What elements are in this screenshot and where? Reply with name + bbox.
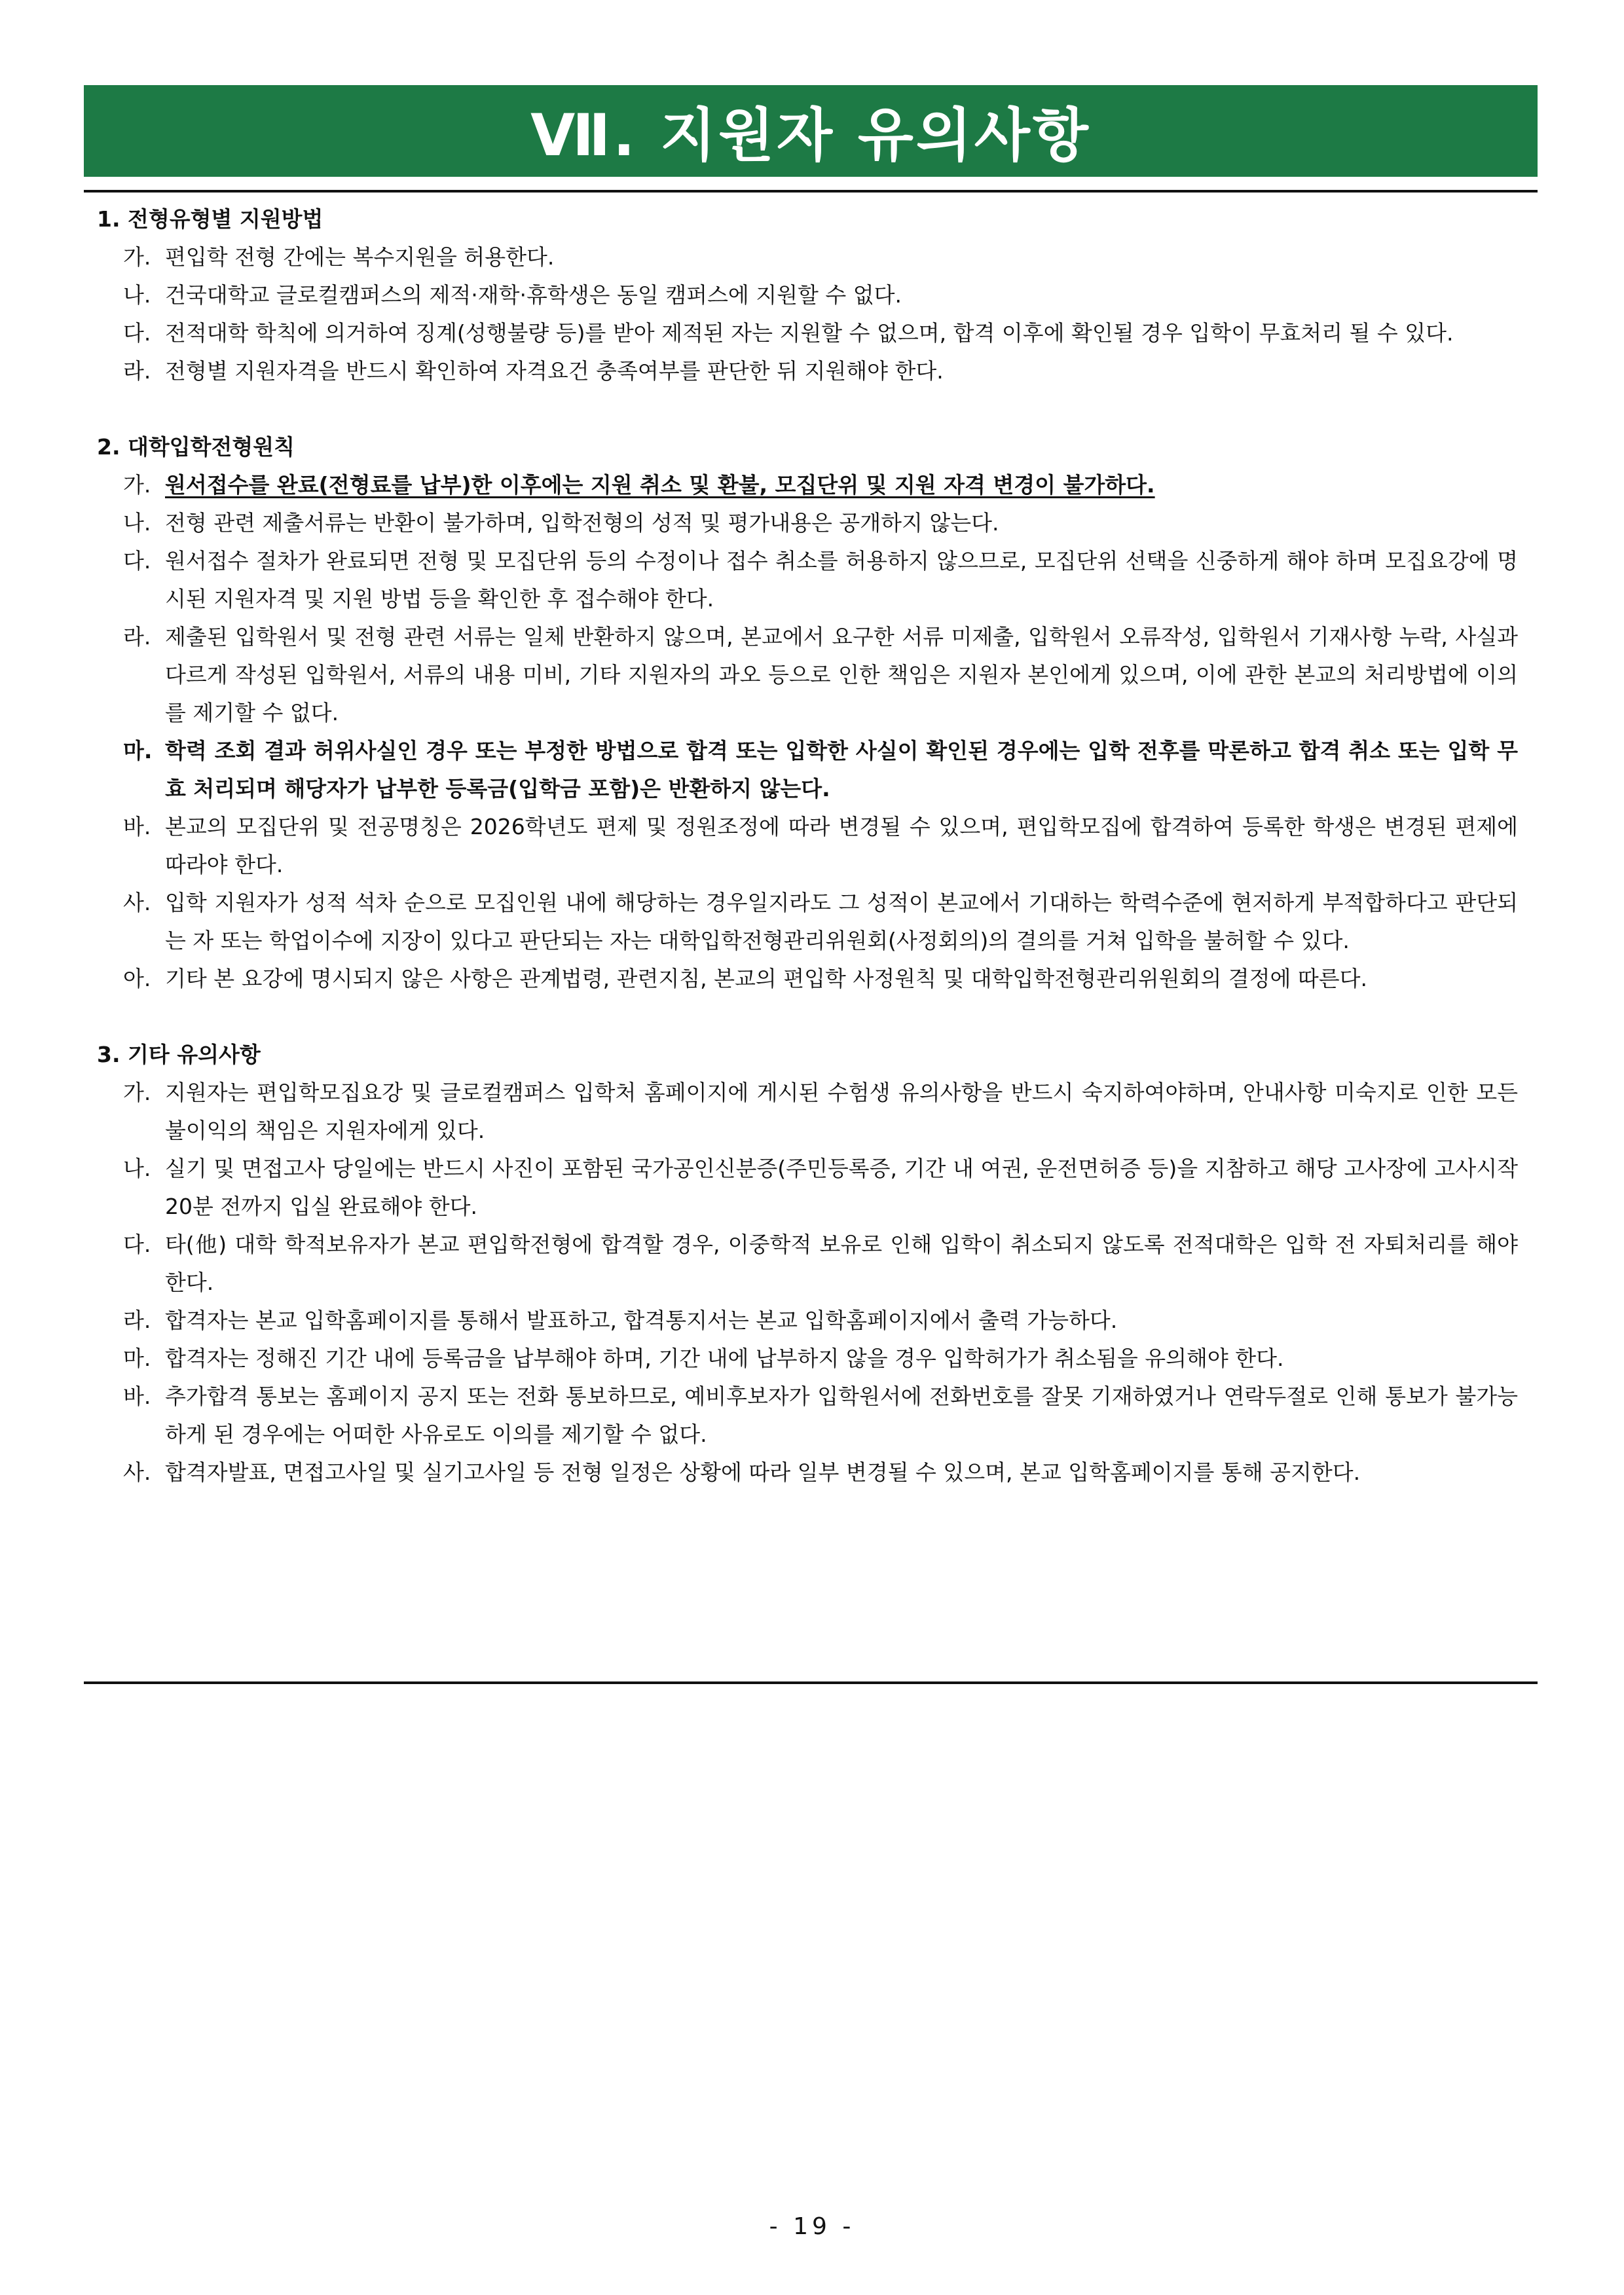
list-item bbox=[97, 276, 1524, 314]
item-marker: 사. bbox=[123, 890, 151, 915]
item-marker: 나. bbox=[123, 1156, 151, 1181]
item-marker: 나. bbox=[123, 510, 151, 536]
item-text: 입학 지원자가 성적 석차 순으로 모집인원 내에 해당하는 경우일지라도 그 성적이 본교에서 기대하는 학력수준에 현저하게 부적합하다고 판단되는 자 또는 학업이수에 지장이 있다고 판단되는 자는 대학입학전형관리위원회(사정회의)의 결의를 거쳐 입학을 불허할 수 있다. bbox=[165, 890, 1518, 953]
section-heading: 2. 대학입학전형원칙 bbox=[97, 434, 295, 460]
item-text: 건국대학교 글로컬캠퍼스의 제적·재학·휴학생은 동일 캠퍼스에 지원할 수 없다. bbox=[165, 282, 902, 308]
section-admission-principles bbox=[97, 428, 1524, 998]
list-item bbox=[97, 1226, 1524, 1302]
item-marker: 가. bbox=[123, 244, 151, 270]
item-text: 본교의 모집단위 및 전공명칭은 2026학년도 편제 및 정원조정에 따라 변경될 수 있으며, 편입학모집에 합격하여 등록한 학생은 변경된 편제에 따라야 한다. bbox=[165, 814, 1518, 877]
item-text: 합격자발표, 면접고사일 및 실기고사일 등 전형 일정은 상황에 따라 일부 변경될 수 있으며, 본교 입학홈페이지를 통해 공지한다. bbox=[165, 1460, 1361, 1485]
item-marker: 라. bbox=[123, 358, 151, 384]
item-marker: 다. bbox=[123, 320, 151, 346]
item-text: 타(他) 대학 학적보유자가 본교 편입학전형에 합격할 경우, 이중학적 보유로 인해 입학이 취소되지 않도록 전적대학은 입학 전 자퇴처리를 해야 한다. bbox=[165, 1232, 1518, 1295]
list-item bbox=[97, 1074, 1524, 1150]
item-text: 편입학 전형 간에는 복수지원을 허용한다. bbox=[165, 244, 555, 270]
item-marker: 라. bbox=[123, 1308, 151, 1333]
section-application-method bbox=[97, 200, 1524, 390]
bottom-divider bbox=[84, 1681, 1538, 1684]
item-text-emphasized: 학력 조회 결과 허위사실인 경우 또는 부정한 방법으로 합격 또는 입학한 사실이 확인된 경우에는 입학 전후를 막론하고 합격 취소 또는 입학 무효 처리되며 해당자가 납부한 등록금(입학금 포함)은 반환하지 않는다. bbox=[165, 738, 1518, 801]
list-item bbox=[97, 352, 1524, 390]
item-text: 원서접수 절차가 완료되면 전형 및 모집단위 등의 수정이나 접수 취소를 허용하지 않으므로, 모집단위 선택을 신중하게 해야 하며 모집요강에 명시된 지원자격 및 지원 방법 등을 확인한 후 접수해야 한다. bbox=[165, 548, 1518, 612]
item-text: 실기 및 면접고사 당일에는 반드시 사진이 포함된 국가공인신분증(주민등록증, 기간 내 여권, 운전면허증 등)을 지참하고 해당 고사장에 고사시작 20분 전까지 입실 완료해야 한다. bbox=[165, 1156, 1518, 1219]
section-heading: 1. 전형유형별 지원방법 bbox=[97, 206, 323, 232]
notice-content bbox=[97, 200, 1524, 1492]
item-marker: 바. bbox=[123, 1384, 151, 1409]
item-marker: 마. bbox=[123, 738, 153, 763]
item-text: 합격자는 정해진 기간 내에 등록금을 납부해야 하며, 기간 내에 납부하지 않을 경우 입학허가가 취소됨을 유의해야 한다. bbox=[165, 1346, 1284, 1371]
item-marker: 아. bbox=[123, 966, 151, 991]
list-item bbox=[97, 1302, 1524, 1340]
item-marker: 가. bbox=[123, 1080, 151, 1105]
item-text: 지원자는 편입학모집요강 및 글로컬캠퍼스 입학처 홈페이지에 게시된 수험생 유의사항을 반드시 숙지하여야하며, 안내사항 미숙지로 인한 모든 불이익의 책임은 지원자에게 있다. bbox=[165, 1080, 1518, 1143]
list-item bbox=[97, 1340, 1524, 1378]
item-marker: 다. bbox=[123, 548, 151, 574]
list-item bbox=[97, 504, 1524, 542]
list-item bbox=[97, 314, 1524, 352]
list-item bbox=[97, 884, 1524, 960]
section-heading: 3. 기타 유의사항 bbox=[97, 1042, 261, 1067]
item-marker: 라. bbox=[123, 624, 151, 650]
page-title: Ⅶ. 지원자 유의사항 bbox=[530, 101, 1091, 169]
list-item bbox=[97, 808, 1524, 884]
item-marker: 마. bbox=[123, 1346, 151, 1371]
item-marker: 사. bbox=[123, 1460, 151, 1485]
list-item bbox=[97, 732, 1524, 808]
item-marker: 나. bbox=[123, 282, 151, 308]
list-item bbox=[97, 542, 1524, 618]
item-text: 추가합격 통보는 홈페이지 공지 또는 전화 통보하므로, 예비후보자가 입학원서에 전화번호를 잘못 기재하였거나 연락두절로 인해 통보가 불가능하게 된 경우에는 어떠한 사유로도 이의를 제기할 수 없다. bbox=[165, 1384, 1518, 1447]
item-marker: 다. bbox=[123, 1232, 151, 1257]
item-text: 전적대학 학칙에 의거하여 징계(성행불량 등)를 받아 제적된 자는 지원할 수 없으며, 합격 이후에 확인될 경우 입학이 무효처리 될 수 있다. bbox=[165, 320, 1454, 346]
item-text: 제출된 입학원서 및 전형 관련 서류는 일체 반환하지 않으며, 본교에서 요구한 서류 미제출, 입학원서 오류작성, 입학원서 기재사항 누락, 사실과 다르게 작성된 입학원서, 서류의 내용 미비, 기타 지원자의 과오 등으로 인한 책임은 지원자 본인에게 있으며, 이에 관한 본교의 처리방법에 이의를 제기할 수 없다. bbox=[165, 624, 1518, 725]
list-item bbox=[97, 466, 1524, 504]
top-divider bbox=[84, 190, 1538, 193]
item-text: 전형별 지원자격을 반드시 확인하여 자격요건 충족여부를 판단한 뒤 지원해야 한다. bbox=[165, 358, 944, 384]
list-item bbox=[97, 238, 1524, 276]
list-item bbox=[97, 960, 1524, 998]
list-item bbox=[97, 1378, 1524, 1454]
list-item bbox=[97, 1150, 1524, 1226]
section-other-notices bbox=[97, 1036, 1524, 1492]
item-text: 전형 관련 제출서류는 반환이 불가하며, 입학전형의 성적 및 평가내용은 공개하지 않는다. bbox=[165, 510, 999, 536]
item-marker: 바. bbox=[123, 814, 151, 839]
item-marker: 가. bbox=[123, 472, 151, 498]
page-number: - 19 - bbox=[769, 2213, 855, 2240]
section-banner bbox=[84, 85, 1538, 177]
list-item bbox=[97, 1454, 1524, 1492]
item-text-emphasized: 원서접수를 완료(전형료를 납부)한 이후에는 지원 취소 및 환불, 모집단위 및 지원 자격 변경이 불가하다. bbox=[165, 472, 1155, 498]
item-text: 합격자는 본교 입학홈페이지를 통해서 발표하고, 합격통지서는 본교 입학홈페이지에서 출력 가능하다. bbox=[165, 1308, 1118, 1333]
list-item bbox=[97, 618, 1524, 732]
item-text: 기타 본 요강에 명시되지 않은 사항은 관계법령, 관련지침, 본교의 편입학 사정원칙 및 대학입학전형관리위원회의 결정에 따른다. bbox=[165, 966, 1367, 991]
